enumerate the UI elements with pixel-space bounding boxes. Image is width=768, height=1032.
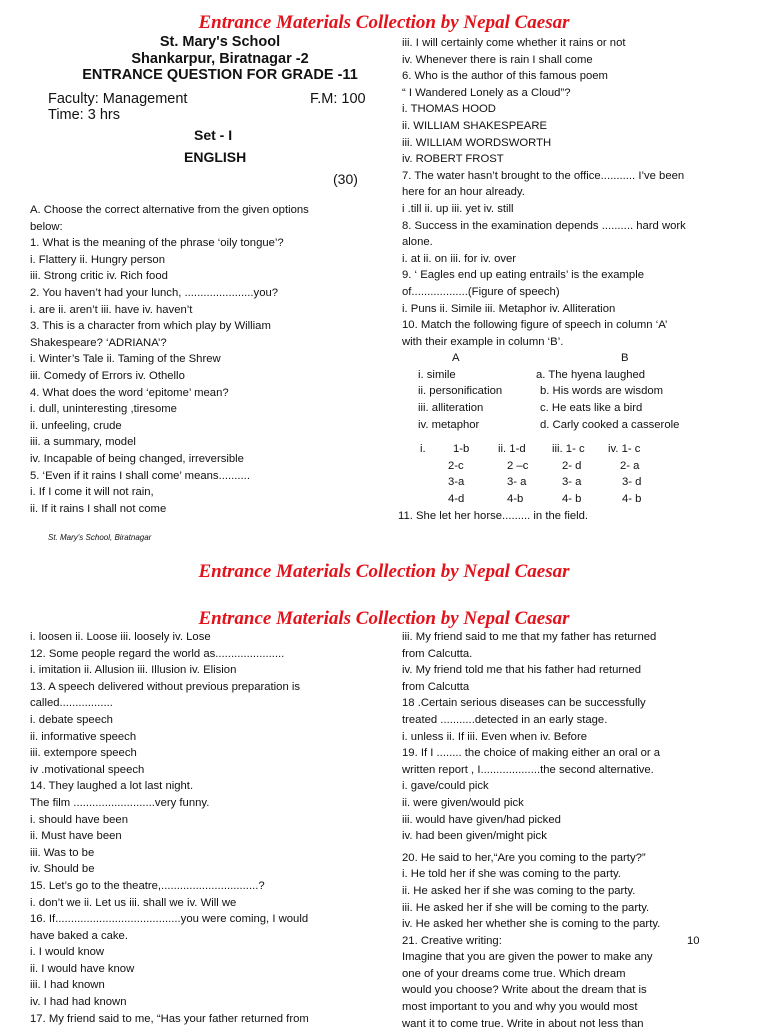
question-line: 11. She let her horse......... in the field. (398, 509, 589, 522)
match-a-item: iv. metaphor (418, 418, 480, 431)
question-line: i. loosen ii. Loose iii. loosely iv. Lose (30, 631, 211, 643)
page1-left-column (30, 202, 390, 517)
question-line: i. dull, uninteresting ,tiresome (30, 403, 177, 416)
question-line: of..................(Figure of speech) (402, 285, 560, 298)
question-line: 13. A speech delivered without previous preparation is (30, 680, 301, 693)
question-line: iv. He asked her whether she is coming to the party. (402, 918, 661, 931)
question-line: with their example in column ‘B’. (402, 335, 564, 348)
question-line: 18 .Certain serious diseases can be successfully (402, 697, 646, 710)
question-line: The film ..........................very funny. (30, 796, 210, 809)
option-cell: 3-a (448, 476, 465, 489)
option-cell: 3- d (622, 476, 642, 489)
question-line: Shakespeare? ‘ADRIANA’? (30, 336, 167, 349)
question-line: iv. I had had known (30, 996, 127, 1009)
question-line: i. He told her if she was coming to the party. (402, 868, 621, 881)
question-line: 1. What is the meaning of the phrase ‘oily tongue’? (30, 237, 284, 250)
question-line: i. are ii. aren’t iii. have iv. haven’t (30, 303, 193, 316)
question-line: 14. They laughed a lot last night. (30, 780, 194, 793)
question-line: iii. a summary, model (30, 436, 136, 449)
question-line: i. Flattery ii. Hungry person (30, 253, 165, 266)
school-name: St. Mary's School (159, 34, 281, 50)
column-b-header: B (621, 352, 629, 365)
question-line: i. don’t we ii. Let us iii. shall we iv. Will we (30, 896, 237, 909)
question-line: i. unless ii. If iii. Even when iv. Before (402, 730, 588, 743)
match-b-item: b. His words are wisdom (540, 385, 664, 398)
question-line: 17. My friend said to me, “Has your father returned from (30, 1012, 309, 1025)
question-line: iii. I will certainly come whether it rains or not (402, 37, 626, 49)
match-b-item: a. The hyena laughed (536, 368, 646, 381)
question-line: iv. had been given/might pick (402, 830, 547, 843)
question-line: A. Choose the correct alternative from the given options (30, 204, 309, 216)
question-line: iii. Was to be (30, 846, 95, 859)
option-cell: 2- d (562, 459, 582, 472)
question-line: ii. He asked her if she was coming to the party. (402, 884, 636, 897)
question-line: 21. Creative writing: (402, 934, 502, 947)
question-line: treated ...........detected in an early stage. (402, 713, 608, 726)
question-line: iii. My friend said to me that my father has returned (402, 631, 657, 643)
question-line: i. debate speech (30, 713, 113, 726)
option-cell: 2- a (620, 459, 640, 472)
subject-label: ENGLISH (184, 149, 247, 165)
question-line: 6. Who is the author of this famous poem (402, 70, 608, 83)
options-row (402, 458, 752, 475)
question-line: i. should have been (30, 813, 128, 826)
option-cell: 3- a (562, 476, 582, 489)
question-line: most important to you and why you would most (402, 1001, 638, 1014)
question-line: from Calcutta. (402, 647, 473, 660)
question-line: 9. ‘ Eagles end up eating entrails’ is the example (402, 269, 644, 282)
faculty-label: Faculty: Management (48, 91, 188, 107)
question-line: 2. You haven’t had your lunch, ......................you? (30, 286, 279, 299)
question-line: want it to come true. Write in about not less than (402, 1017, 644, 1030)
question-line: alone. (402, 236, 433, 249)
match-header (402, 350, 752, 367)
option-cell: 4- b (562, 493, 582, 506)
option-cell: 4-b (507, 493, 524, 506)
full-marks: F.M: 100 (310, 91, 366, 107)
question-line: would you choose? Write about the dream that is (402, 984, 647, 997)
option-cell: 1-b (453, 443, 470, 456)
match-a-item: ii. personification (418, 385, 503, 398)
question-line: ii. WILLIAM SHAKESPEARE (402, 119, 548, 132)
question-line: iv. Should be (30, 863, 95, 876)
page1-right-column (398, 35, 752, 524)
match-row (402, 367, 752, 384)
option-cell: ii. 1-d (498, 443, 526, 456)
question-line: i. If I come it will not rain, (30, 486, 154, 499)
question-line: i. THOMAS HOOD (402, 103, 496, 116)
options-row (402, 491, 752, 508)
question-line: 5. ‘Even if it rains I shall come’ means.......... (30, 469, 250, 482)
page-footer: St. Mary's School, Biratnagar (48, 533, 152, 542)
banner-title: Entrance Materials Collection by Nepal Caesar (198, 561, 570, 582)
question-line: ii. Must have been (30, 830, 122, 843)
question-line: iv. Incapable of being changed, irreversible (30, 452, 244, 465)
question-marks: 10 (687, 934, 700, 947)
page2-left-column (30, 629, 390, 1027)
match-b-item: d. Carly cooked a casserole (540, 418, 680, 431)
options-row (402, 474, 752, 491)
match-row (402, 383, 752, 400)
question-line: from Calcutta (402, 680, 470, 693)
question-line: “ I Wandered Lonely as a Cloud”? (402, 86, 571, 99)
question-line: 16. If........................................you were coming, I would (30, 913, 309, 926)
question-line: 12. Some people regard the world as...................... (30, 647, 285, 660)
match-a-item: i. simile (418, 368, 456, 381)
question-line: i. imitation ii. Allusion iii. Illusion iv. Elision (30, 664, 237, 677)
option-cell: 2 –c (507, 459, 529, 472)
question-line: 20. He said to her,“Are you coming to the party?” (402, 851, 646, 864)
spacer (402, 433, 752, 441)
column-a-header: A (452, 352, 460, 365)
question-line: 19. If I ........ the choice of making either an oral or a (402, 747, 661, 760)
option-cell: 4- b (622, 493, 642, 506)
set-label: Set - I (194, 127, 233, 143)
question-line: i .till ii. up iii. yet iv. still (402, 202, 514, 215)
option-cell: 2-c (448, 459, 464, 472)
option-cell: 3- a (507, 476, 527, 489)
question-line: called................. (30, 697, 113, 710)
question-line: iii. extempore speech (30, 747, 137, 760)
section-marks: (30) (333, 171, 358, 187)
time-label: Time: 3 hrs (48, 107, 120, 123)
question-line: 4. What does the word ‘epitome’ mean? (30, 386, 229, 399)
option-cell: iv. 1- c (608, 443, 641, 456)
question-line: Imagine that you are given the power to make any (402, 951, 653, 964)
option-cell: i. (420, 443, 426, 456)
question-line: iii. WILLIAM WORDSWORTH (402, 136, 552, 149)
match-b-item: c. He eats like a bird (540, 402, 643, 415)
question-line: iv .motivational speech (30, 763, 145, 776)
question-line: ii. I would have know (30, 962, 135, 975)
question-line: i. I would know (30, 946, 105, 959)
question-line: iii. I had known (30, 979, 105, 992)
question-line: i. Puns ii. Simile iii. Metaphor iv. Alliteration (402, 302, 616, 315)
question-line: iii. He asked her if she will be coming to the party. (402, 901, 650, 914)
question-line: one of your dreams come true. Which dream (402, 967, 626, 980)
question-line: i. at ii. on iii. for iv. over (402, 252, 517, 265)
question-line: iv. ROBERT FROST (402, 153, 504, 166)
school-address: Shankarpur, Biratnagar -2 (131, 51, 309, 67)
question-line: 7. The water hasn’t brought to the office........... I’ve been (402, 169, 685, 182)
exam-title: ENTRANCE QUESTION FOR GRADE -11 (82, 67, 358, 83)
question-line: 8. Success in the examination depends .......... hard work (402, 219, 686, 232)
question-line: ii. informative speech (30, 730, 137, 743)
question-line: 15. Let’s go to the theatre,...............................? (30, 879, 265, 892)
match-row (402, 400, 752, 417)
banner-title: Entrance Materials Collection by Nepal Caesar (198, 608, 570, 629)
option-cell: iii. 1- c (552, 443, 585, 456)
question-line: iii. would have given/had picked (402, 813, 561, 826)
question-line: ii. were given/would pick (402, 796, 524, 809)
question-line: ii. If it rains I shall not come (30, 502, 167, 515)
question-line: iv. My friend told me that his father had returned (402, 664, 642, 677)
creative-writing-heading (402, 933, 752, 950)
question-line: have baked a cake. (30, 929, 128, 942)
options-row (402, 441, 752, 458)
match-row (402, 417, 752, 434)
question-line: iv. Whenever there is rain I shall come (402, 53, 593, 66)
match-a-item: iii. alliteration (418, 402, 484, 415)
banner-title: Entrance Materials Collection by Nepal Caesar (198, 12, 570, 33)
option-cell: 4-d (448, 493, 465, 506)
question-line: ii. unfeeling, crude (30, 419, 122, 432)
page2-right-column (402, 629, 752, 1032)
question-line: iii. Strong critic iv. Rich food (30, 270, 168, 283)
question-line: iii. Comedy of Errors iv. Othello (30, 369, 185, 382)
question-line: 3. This is a character from which play by William (30, 320, 271, 333)
question-line: written report , I...................the second alternative. (402, 763, 654, 776)
question-line: here for an hour already. (402, 186, 525, 199)
question-line: 10. Match the following figure of speech in column ‘A’ (402, 319, 668, 332)
question-line: i. Winter’s Tale ii. Taming of the Shrew (30, 353, 221, 366)
question-line: i. gave/could pick (402, 780, 489, 793)
question-line: below: (30, 220, 63, 233)
